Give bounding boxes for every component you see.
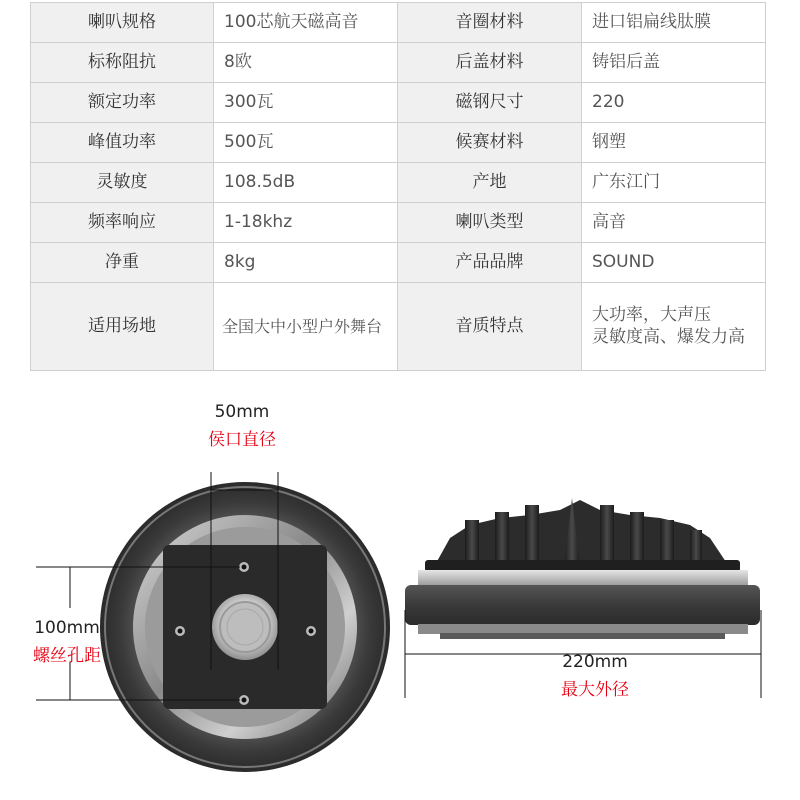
screw-hole-annotation	[22, 618, 112, 666]
spec-row	[31, 83, 766, 123]
spec-value: 500瓦	[214, 123, 398, 163]
spec-label: 频率响应	[31, 203, 214, 243]
spec-label: 喇叭规格	[31, 3, 214, 43]
spec-value: 进口铝扁线肽膜	[582, 3, 766, 43]
spec-row	[31, 203, 766, 243]
spec-label: 标称阻抗	[31, 43, 214, 83]
spec-label: 音质特点	[398, 283, 582, 371]
outer-diameter-value: 220mm	[562, 652, 628, 672]
spec-row	[31, 283, 766, 371]
spec-value: 108.5dB	[214, 163, 398, 203]
spec-label: 峰值功率	[31, 123, 214, 163]
spec-value: 广东江门	[582, 163, 766, 203]
spec-label: 额定功率	[31, 83, 214, 123]
front-view	[100, 482, 390, 772]
spec-label: 灵敏度	[31, 163, 214, 203]
spec-table	[30, 2, 766, 371]
spec-value: 100芯航天磁高音	[214, 3, 398, 43]
product-figures	[0, 380, 800, 800]
screw-hole-value: 100mm	[34, 618, 100, 638]
spec-label: 音圈材料	[398, 3, 582, 43]
spec-row	[31, 43, 766, 83]
spec-label: 净重	[31, 243, 214, 283]
spec-label: 产品品牌	[398, 243, 582, 283]
spec-row	[31, 3, 766, 43]
spec-label: 磁钢尺寸	[398, 83, 582, 123]
spec-value: 220	[582, 83, 766, 123]
spec-value-line: 灵敏度高、爆发力高	[592, 326, 745, 347]
outer-diameter-label: 最大外径	[561, 680, 629, 700]
spec-value: 1-18khz	[214, 203, 398, 243]
horn-mouth-annotation	[180, 402, 304, 450]
spec-value-line: 大功率，大声压	[592, 305, 711, 326]
horn-mouth-value: 50mm	[214, 402, 270, 422]
outer-diameter-annotation	[520, 652, 670, 700]
screw-hole-icon	[175, 626, 185, 636]
spec-label: 候赛材料	[398, 123, 582, 163]
spec-value: 300瓦	[214, 83, 398, 123]
horn-mouth-label: 侯口直径	[208, 430, 276, 450]
screw-hole-icon	[239, 562, 249, 572]
spec-row	[31, 243, 766, 283]
spec-value: 高音	[582, 203, 766, 243]
spec-value: SOUND	[582, 243, 766, 283]
spec-value: 8欧	[214, 43, 398, 83]
side-view	[405, 498, 760, 639]
spec-value: 全国大中小型户外舞台	[214, 283, 398, 371]
screw-hole-icon	[306, 626, 316, 636]
spec-row	[31, 163, 766, 203]
spec-value: 8kg	[214, 243, 398, 283]
screw-hole-icon	[239, 695, 249, 705]
screw-hole-label: 螺丝孔距	[33, 646, 101, 666]
spec-label: 后盖材料	[398, 43, 582, 83]
spec-label: 产地	[398, 163, 582, 203]
spec-row	[31, 123, 766, 163]
spec-value: 铸铝后盖	[582, 43, 766, 83]
spec-value	[582, 283, 766, 371]
spec-label: 适用场地	[31, 283, 214, 371]
spec-value: 钢塑	[582, 123, 766, 163]
spec-label: 喇叭类型	[398, 203, 582, 243]
